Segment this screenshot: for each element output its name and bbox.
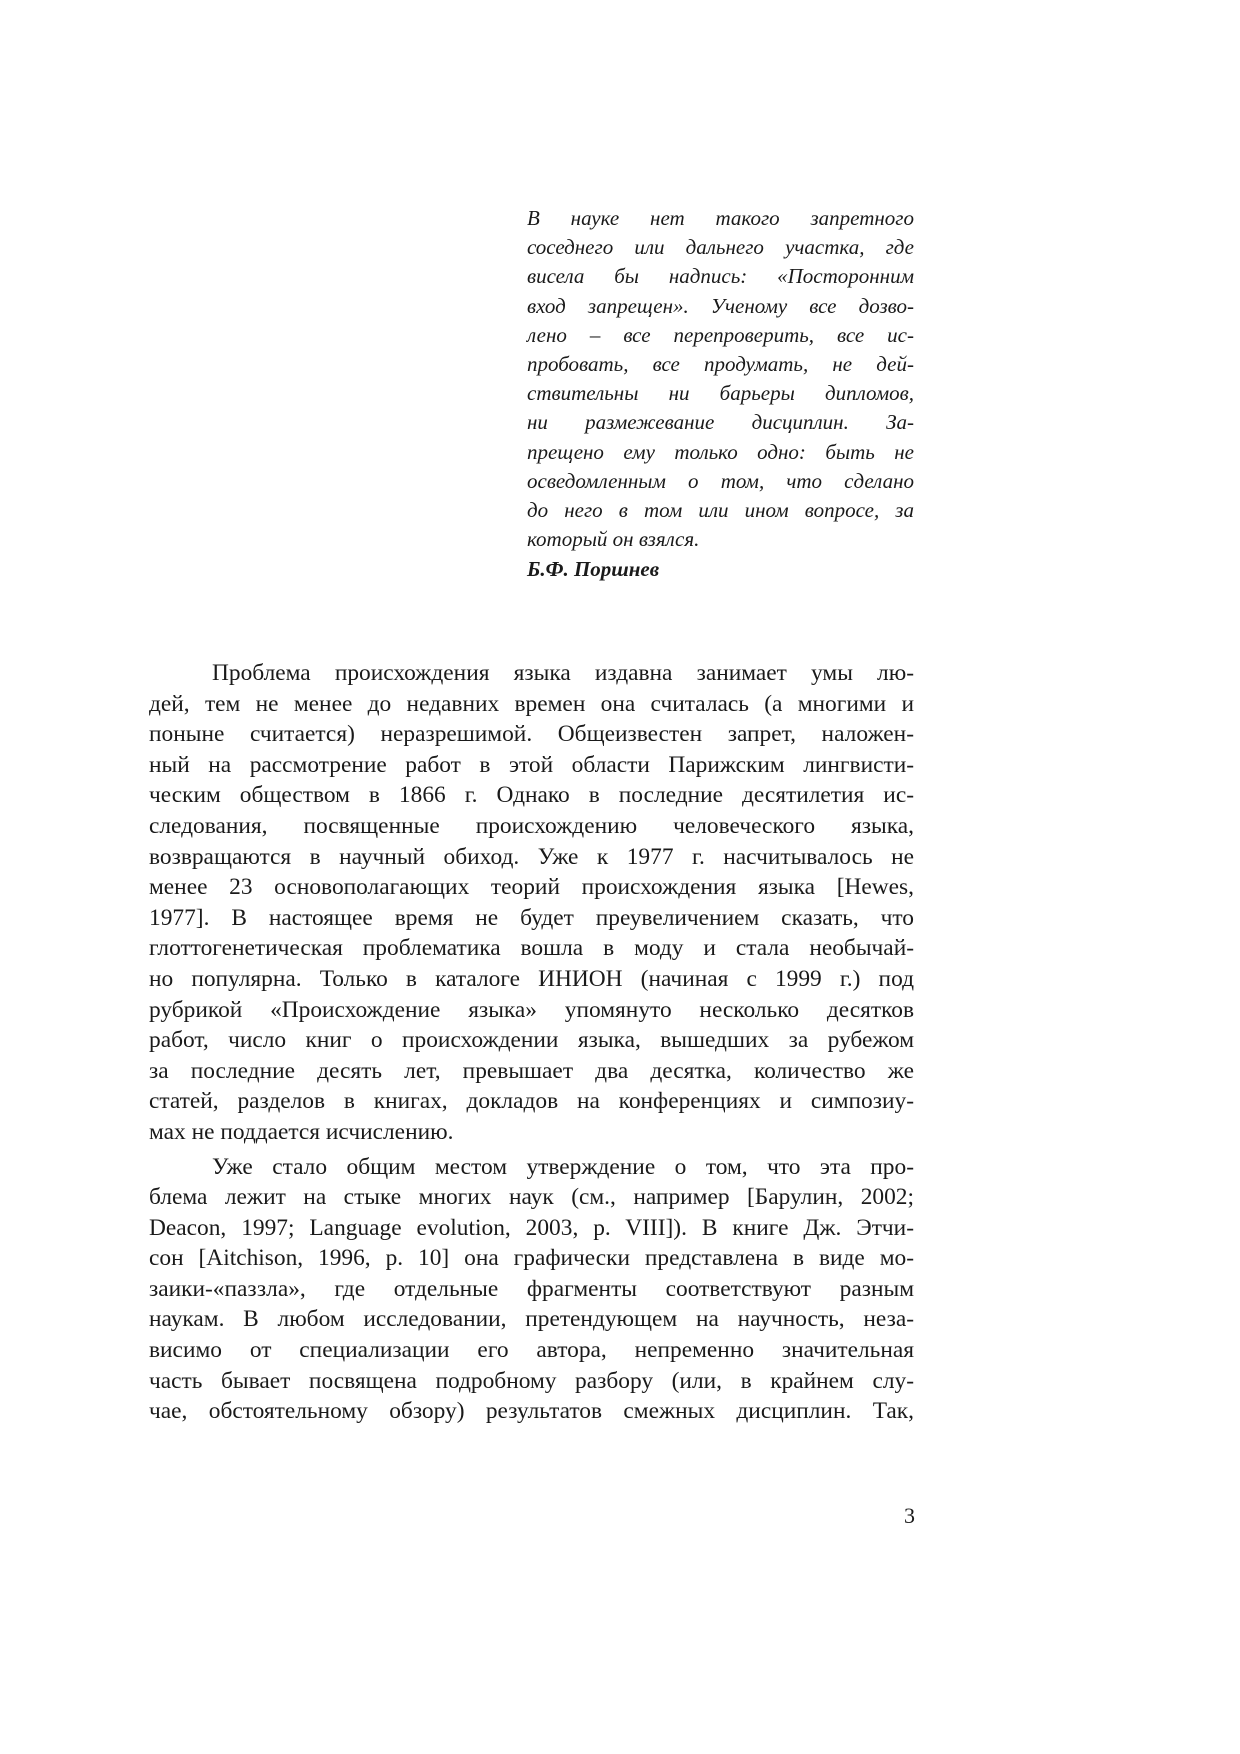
body-line: но популярна. Только в каталоге ИНИОН (начиная с 1999 г.) под [149,965,914,992]
body-line: мах не поддается исчислению. [149,1118,454,1145]
body-line: поныне считается) неразрешимой. Общеизвестен запрет, наложен- [149,721,914,748]
epigraph-author: Б.Ф. Поршнев [527,557,660,582]
body-line: Deacon, 1997; Language evolution, 2003, p. VIII]). В книге Дж. Этчи- [149,1214,914,1241]
epigraph-line: соседнего или дальнего участка, где [527,235,914,260]
epigraph-line: прещено ему только одно: быть не [527,439,914,464]
body-line: работ, число книг о происхождении языка, вышедших за рубежом [149,1027,914,1054]
body-line: часть бывает посвящена подробному разбору (или, в крайнем слу- [149,1367,914,1394]
paragraph-2 [149,1152,914,1427]
paragraph-1 [149,658,914,1148]
body-line: сон [Aitchison, 1996, p. 10] она графически представлена в виде мо- [149,1245,914,1272]
body-line: за последние десять лет, превышает два десятка, количество же [149,1057,914,1084]
epigraph-line: В науке нет такого запретного [527,206,914,230]
page-number: 3 [904,1503,915,1528]
body-line: наукам. В любом исследовании, претендующем на научность, неза- [149,1306,914,1333]
body-line: Уже стало общим местом утверждение о том, что эта про- [212,1153,914,1180]
epigraph-line: до него в том или ином вопросе, за [527,498,914,523]
body-line: чае, обстоятельному обзору) результатов смежных дисциплин. Так, [149,1398,914,1425]
body-line: статей, разделов в книгах, докладов на конференциях и симпозиу- [149,1088,914,1115]
epigraph-line: вход запрещен». Ученому все дозво- [527,293,914,318]
body-line: заики-«паззла», где отдельные фрагменты соответствуют разным [149,1275,914,1302]
body-line: менее 23 основополагающих теорий происхождения языка [Hewes, [149,874,914,901]
body-text [149,658,914,1427]
epigraph-line: лено – все перепроверить, все ис- [527,322,914,347]
body-line: ный на рассмотрение работ в этой области Парижским лингвисти- [149,751,914,778]
body-line: Проблема происхождения языка издавна занимает умы лю- [212,660,914,686]
body-line: 1977]. В настоящее время не будет преувеличением сказать, что [149,904,914,931]
epigraph-line: осведомленным о том, что сделано [527,468,914,493]
epigraph-line: который он взялся. [527,527,700,552]
epigraph [527,204,914,585]
epigraph-line: ствительны ни барьеры дипломов, [527,381,914,406]
body-line: следования, посвященные происхождению человеческого языка, [149,812,914,839]
body-line: ческим обществом в 1866 г. Однако в последние десятилетия ис- [149,782,914,809]
epigraph-line: висела бы надпись: «Посторонним [527,264,914,289]
body-line: блема лежит на стыке многих наук (см., например [Барулин, 2002; [149,1184,914,1211]
body-line: глоттогенетическая проблематика вошла в моду и стала необычай- [149,935,914,962]
body-line: рубрикой «Происхождение языка» упомянуто несколько десятков [149,996,914,1023]
epigraph-line: пробовать, все продумать, не дей- [527,352,914,377]
body-line: возвращаются в научный обиход. Уже к 1977 г. насчитывалось не [149,843,914,870]
body-line: дей, тем не менее до недавних времен она считалась (а многими и [149,690,914,717]
body-line: висимо от специализации его автора, непременно значительная [149,1337,914,1364]
epigraph-line: ни размежевание дисциплин. За- [527,410,914,435]
